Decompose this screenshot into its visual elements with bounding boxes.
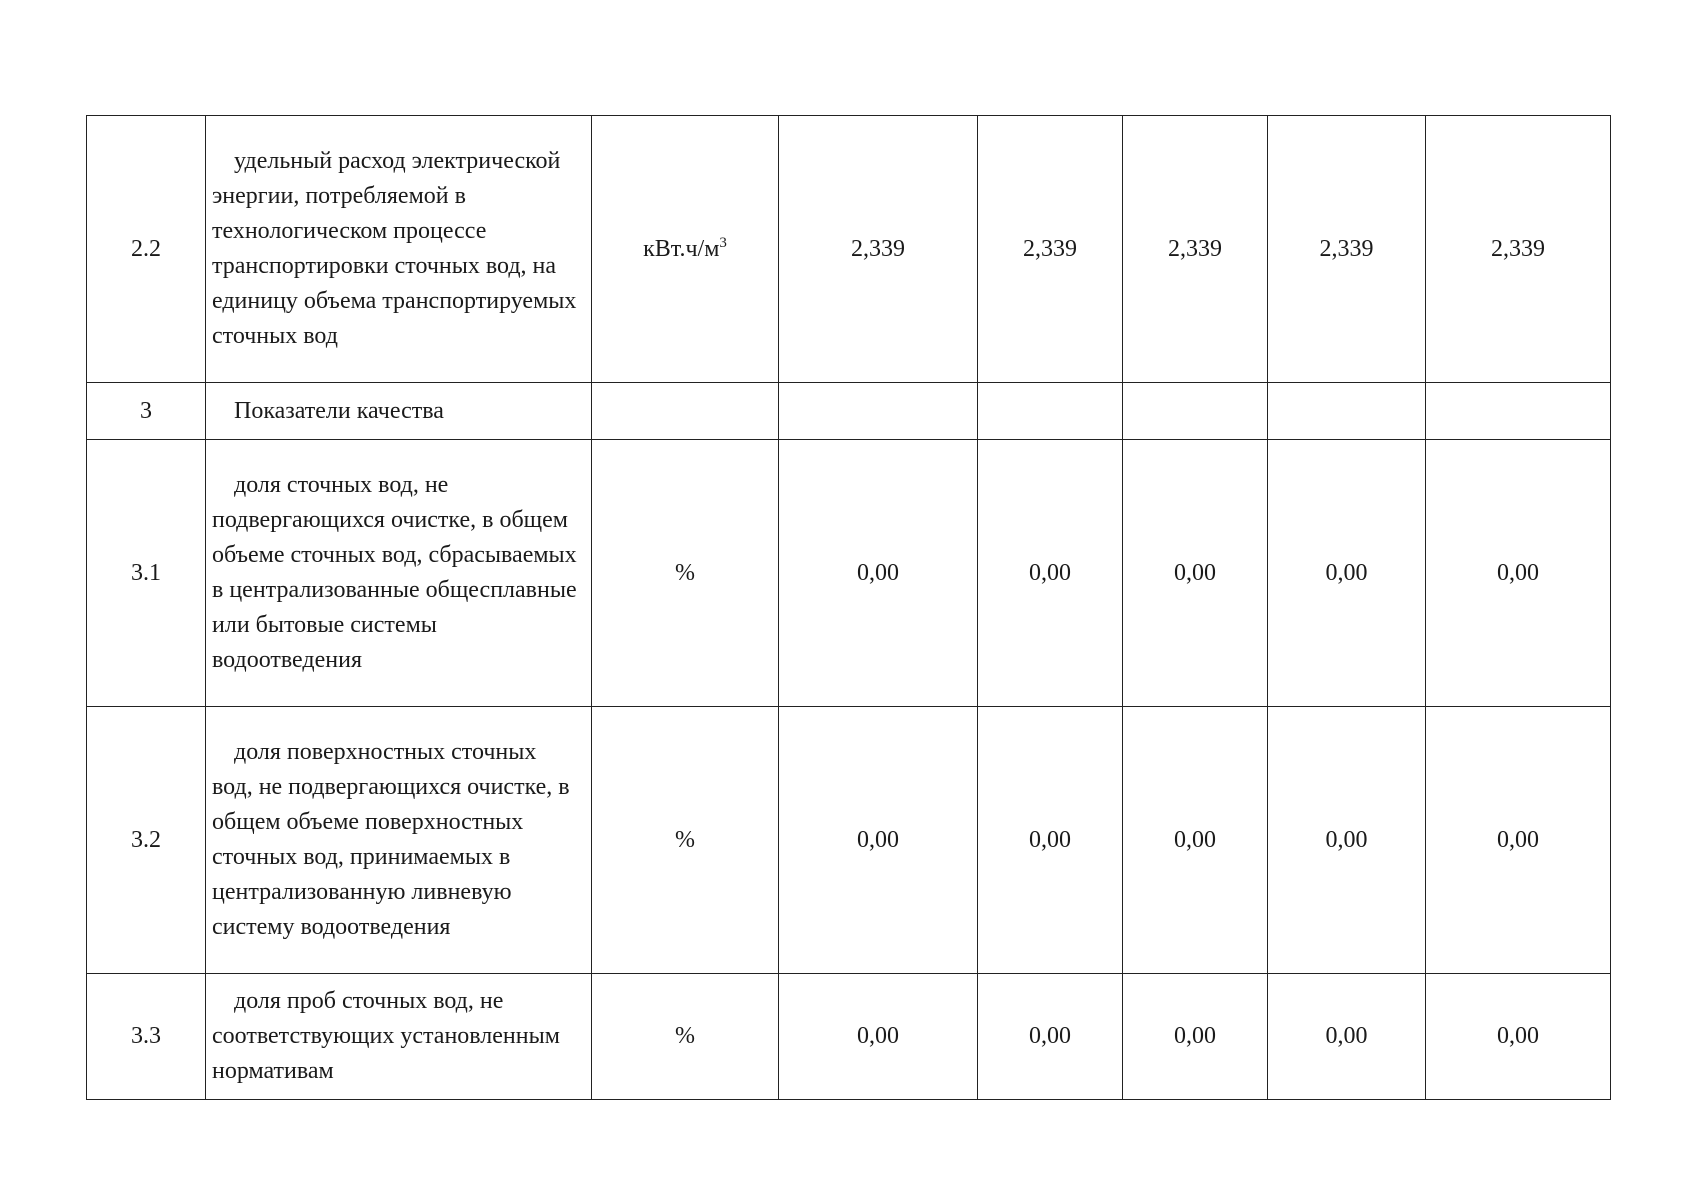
value-cell: 0,00 bbox=[1123, 707, 1268, 974]
indicator-name: доля поверхностных сточных вод, не подвергающихся очистке, в общем объеме поверхностных сточных вод, принимаемых в централизованную ливневую систему водоотведения bbox=[206, 707, 592, 974]
unit-cell: $кВт.ч/м^3$ bbox=[592, 116, 779, 383]
value-cell: 0,00 bbox=[978, 707, 1123, 974]
indicator-name: доля проб сточных вод, не соответствующих установленным нормативам bbox=[206, 974, 592, 1100]
value-cell: 0,00 bbox=[1426, 707, 1611, 974]
unit-cell: % bbox=[592, 974, 779, 1100]
unit-cell: % bbox=[592, 707, 779, 974]
row-number: 3 bbox=[87, 383, 206, 440]
table-row bbox=[87, 440, 1611, 707]
indicators-table bbox=[86, 115, 1611, 1100]
table-row bbox=[87, 383, 1611, 440]
value-cell bbox=[1123, 383, 1268, 440]
value-cell: 0,00 bbox=[779, 440, 978, 707]
indicator-name: удельный расход электрической энергии, потребляемой в технологическом процессе транспортировки сточных вод, на единицу объема транспортируемых сточных вод bbox=[206, 116, 592, 383]
value-cell: 0,00 bbox=[779, 974, 978, 1100]
unit-cell bbox=[592, 383, 779, 440]
value-cell: 2,339 bbox=[1268, 116, 1426, 383]
table-row bbox=[87, 974, 1611, 1100]
value-cell: 0,00 bbox=[1426, 974, 1611, 1100]
row-number: 2.2 bbox=[87, 116, 206, 383]
value-cell: 2,339 bbox=[779, 116, 978, 383]
indicator-name: доля сточных вод, не подвергающихся очистке, в общем объеме сточных вод, сбрасываемых в централизованные общесплавные или бытовые системы водоотведения bbox=[206, 440, 592, 707]
unit-cell: % bbox=[592, 440, 779, 707]
table-row bbox=[87, 116, 1611, 383]
value-cell: 0,00 bbox=[1123, 440, 1268, 707]
value-cell: 0,00 bbox=[1123, 974, 1268, 1100]
value-cell: 0,00 bbox=[1268, 707, 1426, 974]
value-cell bbox=[978, 383, 1123, 440]
value-cell: 2,339 bbox=[978, 116, 1123, 383]
row-number: 3.3 bbox=[87, 974, 206, 1100]
value-cell bbox=[1268, 383, 1426, 440]
value-cell: 0,00 bbox=[978, 974, 1123, 1100]
value-cell: 0,00 bbox=[779, 707, 978, 974]
value-cell: 2,339 bbox=[1426, 116, 1611, 383]
row-number: 3.1 bbox=[87, 440, 206, 707]
value-cell: 2,339 bbox=[1123, 116, 1268, 383]
table-row bbox=[87, 707, 1611, 974]
value-cell bbox=[779, 383, 978, 440]
value-cell: 0,00 bbox=[1268, 974, 1426, 1100]
section-title: Показатели качества bbox=[206, 383, 592, 440]
row-number: 3.2 bbox=[87, 707, 206, 974]
value-cell bbox=[1426, 383, 1611, 440]
value-cell: 0,00 bbox=[1426, 440, 1611, 707]
value-cell: 0,00 bbox=[1268, 440, 1426, 707]
value-cell: 0,00 bbox=[978, 440, 1123, 707]
